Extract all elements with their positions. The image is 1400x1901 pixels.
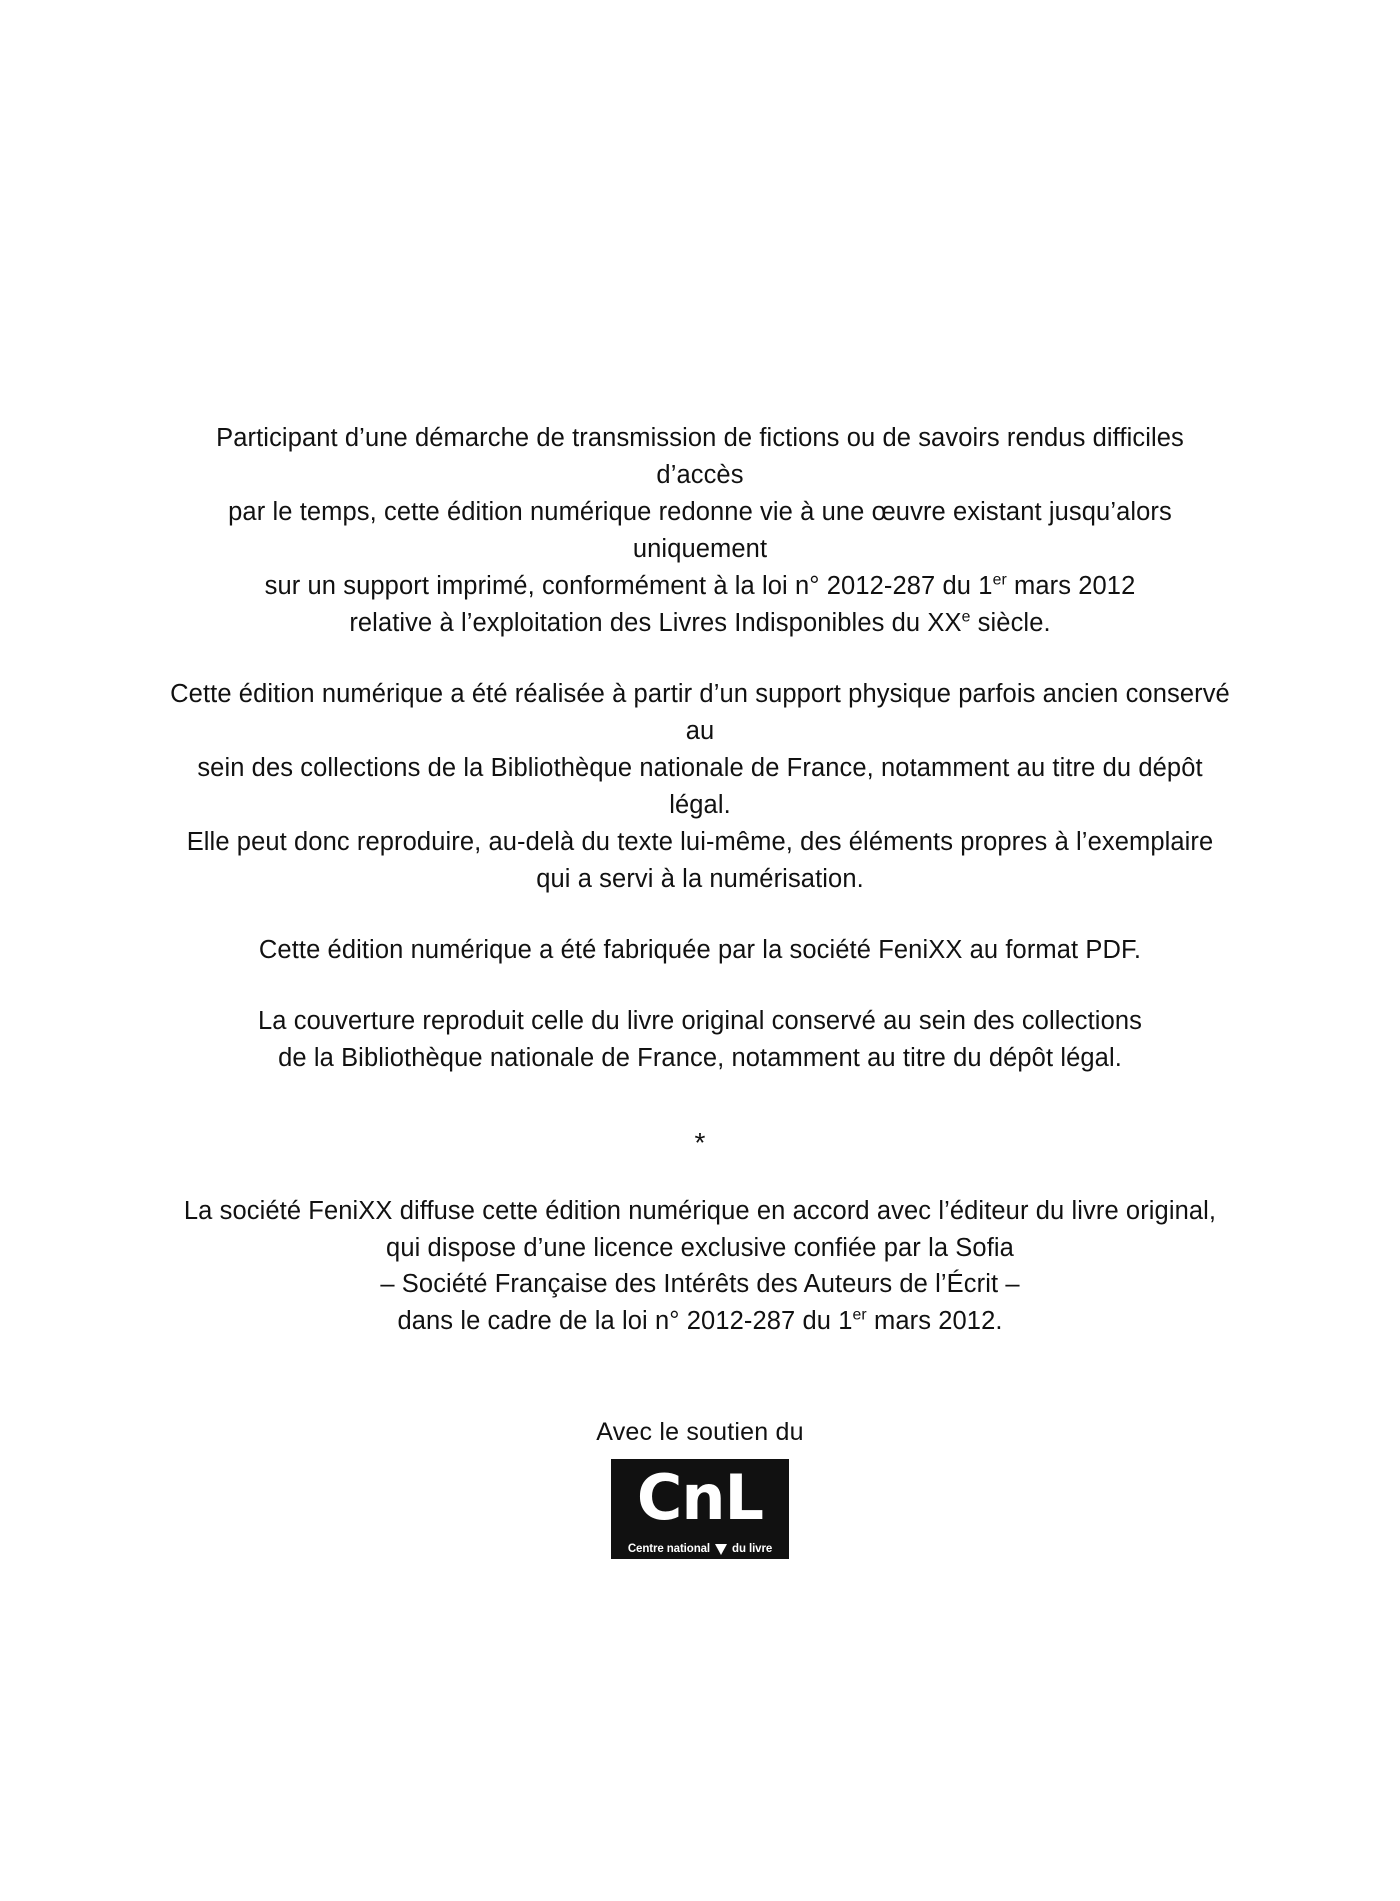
ordinal-suffix-e: e (961, 608, 971, 626)
paragraph-fabrication-line-1: Cette édition numérique a été fabriquée par la société FeniXX au format PDF. (258, 935, 1142, 964)
paragraph-transmission-line-1: Participant d’une démarche de transmission de fictions ou de savoirs rendus difficiles d’accès (216, 424, 1184, 489)
paragraph-transmission-line-2: par le temps, cette édition numérique redonne vie à une œuvre existant jusqu’alors uniquement (228, 497, 1172, 563)
ordinal-suffix-er-2: er (852, 1306, 867, 1324)
paragraph-transmission-line-4-before: relative à l’exploitation des Livres Indisponibles du XX (349, 608, 962, 637)
paragraph-support-physique (170, 676, 1230, 898)
cnl-logo-subtitle-left: Centre national (627, 1543, 711, 1556)
paragraph-transmission-line-3-before: sur un support imprimé, conformément à la loi n° 2012-287 du 1 (264, 571, 993, 600)
cnl-logo-letters: CnL (636, 1461, 764, 1535)
paragraph-support-physique-line-2: sein des collections de la Bibliothèque nationale de France, notamment au titre du dépôt légal. (197, 753, 1203, 819)
paragraph-couverture-line-1: La couverture reproduit celle du livre original conservé au sein des collections (258, 1006, 1142, 1035)
paragraph-diffusion-line-4-before: dans le cadre de la loi n° 2012-287 du 1 (397, 1307, 853, 1336)
cnl-logo-subtitle (611, 1543, 789, 1555)
paragraph-diffusion (184, 1193, 1216, 1341)
cnl-logo (611, 1459, 789, 1559)
support-block (596, 1418, 803, 1559)
paragraph-support-physique-line-3: Elle peut donc reproduire, au-delà du texte lui-même, des éléments propres à l’exemplaire (186, 827, 1214, 856)
paragraph-couverture-line-2: de la Bibliothèque nationale de France, notamment au titre du dépôt légal. (278, 1043, 1122, 1072)
paragraph-transmission-line-3-after: mars 2012 (1006, 571, 1136, 600)
paragraph-diffusion-line-3: – Société Française des Intérêts des Auteurs de l’Écrit – (380, 1270, 1020, 1299)
paragraph-diffusion-line-2: qui dispose d’une licence exclusive confiée par la Sofia (386, 1233, 1014, 1262)
paragraph-diffusion-line-1: La société FeniXX diffuse cette édition numérique en accord avec l’éditeur du livre original, (183, 1196, 1217, 1225)
section-separator-asterisk: * (694, 1126, 706, 1158)
paragraph-couverture (258, 1003, 1142, 1077)
paragraph-fabrication (259, 932, 1141, 969)
triangle-icon (715, 1544, 727, 1555)
cnl-logo-subtitle-right: du livre (732, 1543, 773, 1556)
paragraph-support-physique-line-1: Cette édition numérique a été réalisée à partir d’un support physique parfois ancien conservé au (170, 679, 1230, 745)
paragraph-transmission-line-4-after: siècle. (970, 608, 1051, 637)
paragraph-support-physique-line-4: qui a servi à la numérisation. (536, 864, 864, 893)
paragraph-diffusion-line-4-after: mars 2012. (866, 1307, 1003, 1336)
support-label: Avec le soutien du (596, 1418, 804, 1447)
paragraph-transmission (170, 420, 1230, 642)
ordinal-suffix-er: er (992, 571, 1007, 589)
